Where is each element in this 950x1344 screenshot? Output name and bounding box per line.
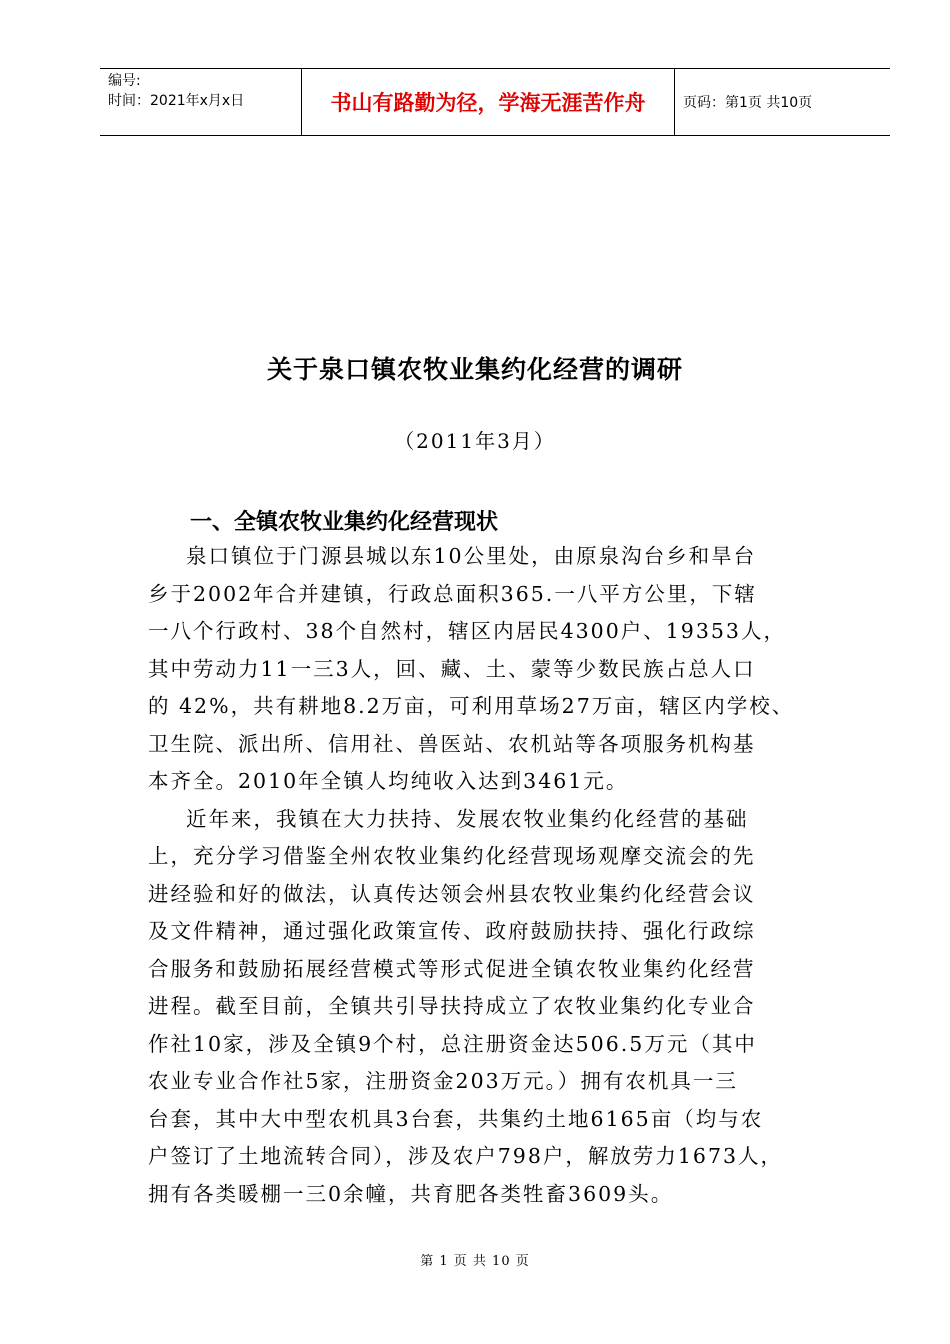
header-page-cell — [675, 69, 890, 135]
paragraph-line: 卫生院、派出所、信用社、兽医站、农机站等各项服务机构基 — [148, 731, 756, 756]
document-date: （2011年3月） — [394, 429, 556, 453]
number-label: 编号: — [108, 73, 141, 89]
paragraph-line: 泉口镇位于门源县城以东10公里处，由原泉沟台乡和旱台 — [186, 544, 757, 568]
paragraph-line: 台套，其中大中型农机具3台套，共集约土地6165亩（均与农 — [148, 1106, 764, 1131]
document-title: 关于泉口镇农牧业集约化经营的调研 — [266, 355, 683, 384]
paragraph-line: 乡于2002年合并建镇，行政总面积365.一八平方公里，下辖 — [148, 581, 757, 606]
page-footer: 第 1 页 共 10 页 — [420, 1254, 530, 1269]
paragraph-line: 拥有各类暖棚一三0余幢，共育肥各类牲畜3609头。 — [148, 1181, 674, 1206]
header-page-info: 页码：第1页 共10页 — [683, 95, 813, 111]
paragraph-line: 进经验和好的做法，认真传达领会州县农牧业集约化经营会议 — [148, 881, 756, 906]
header-motto-cell — [302, 69, 675, 135]
paragraph-line: 进程。截至目前，全镇共引导扶持成立了农牧业集约化专业合 — [148, 994, 756, 1018]
motto-text: 书山有路勤为径，学海无涯苦作舟 — [330, 91, 646, 115]
section-heading: 一、全镇农牧业集约化经营现状 — [190, 510, 499, 535]
paragraph-line: 上，充分学习借鉴全州农牧业集约化经营现场观摩交流会的先 — [148, 844, 756, 868]
paragraph-line: 户签订了土地流转合同），涉及农户798户，解放劳力1673人， — [148, 1144, 784, 1168]
header-table — [100, 68, 890, 136]
paragraph-line: 作社10家，涉及全镇9个村，总注册资金达506.5万元（其中 — [148, 1031, 757, 1056]
header-meta-cell — [100, 69, 302, 135]
paragraph-line: 本齐全。2010年全镇人均纯收入达到3461元。 — [148, 769, 629, 793]
body-text — [148, 538, 868, 1213]
paragraph-line: 一八个行政村、38个自然村，辖区内居民4300户、19353人， — [148, 619, 786, 643]
time-label: 时间：2021年x月x日 — [108, 93, 245, 109]
paragraph-line: 近年来，我镇在大力扶持、发展农牧业集约化经营的基础 — [186, 806, 749, 831]
paragraph-line: 的 42%，共有耕地8.2万亩，可利用草场27万亩，辖区内学校、 — [148, 694, 795, 718]
paragraph-line: 农业专业合作社5家，注册资金203万元。）拥有农机具一三 — [148, 1069, 738, 1093]
paragraph-line: 合服务和鼓励拓展经营模式等形式促进全镇农牧业集约化经营 — [148, 956, 756, 981]
paragraph-line: 及文件精神，通过强化政策宣传、政府鼓励扶持、强化行政综 — [148, 919, 756, 943]
paragraph-line: 其中劳动力11一三3人，回、藏、土、蒙等少数民族占总人口 — [148, 656, 756, 681]
